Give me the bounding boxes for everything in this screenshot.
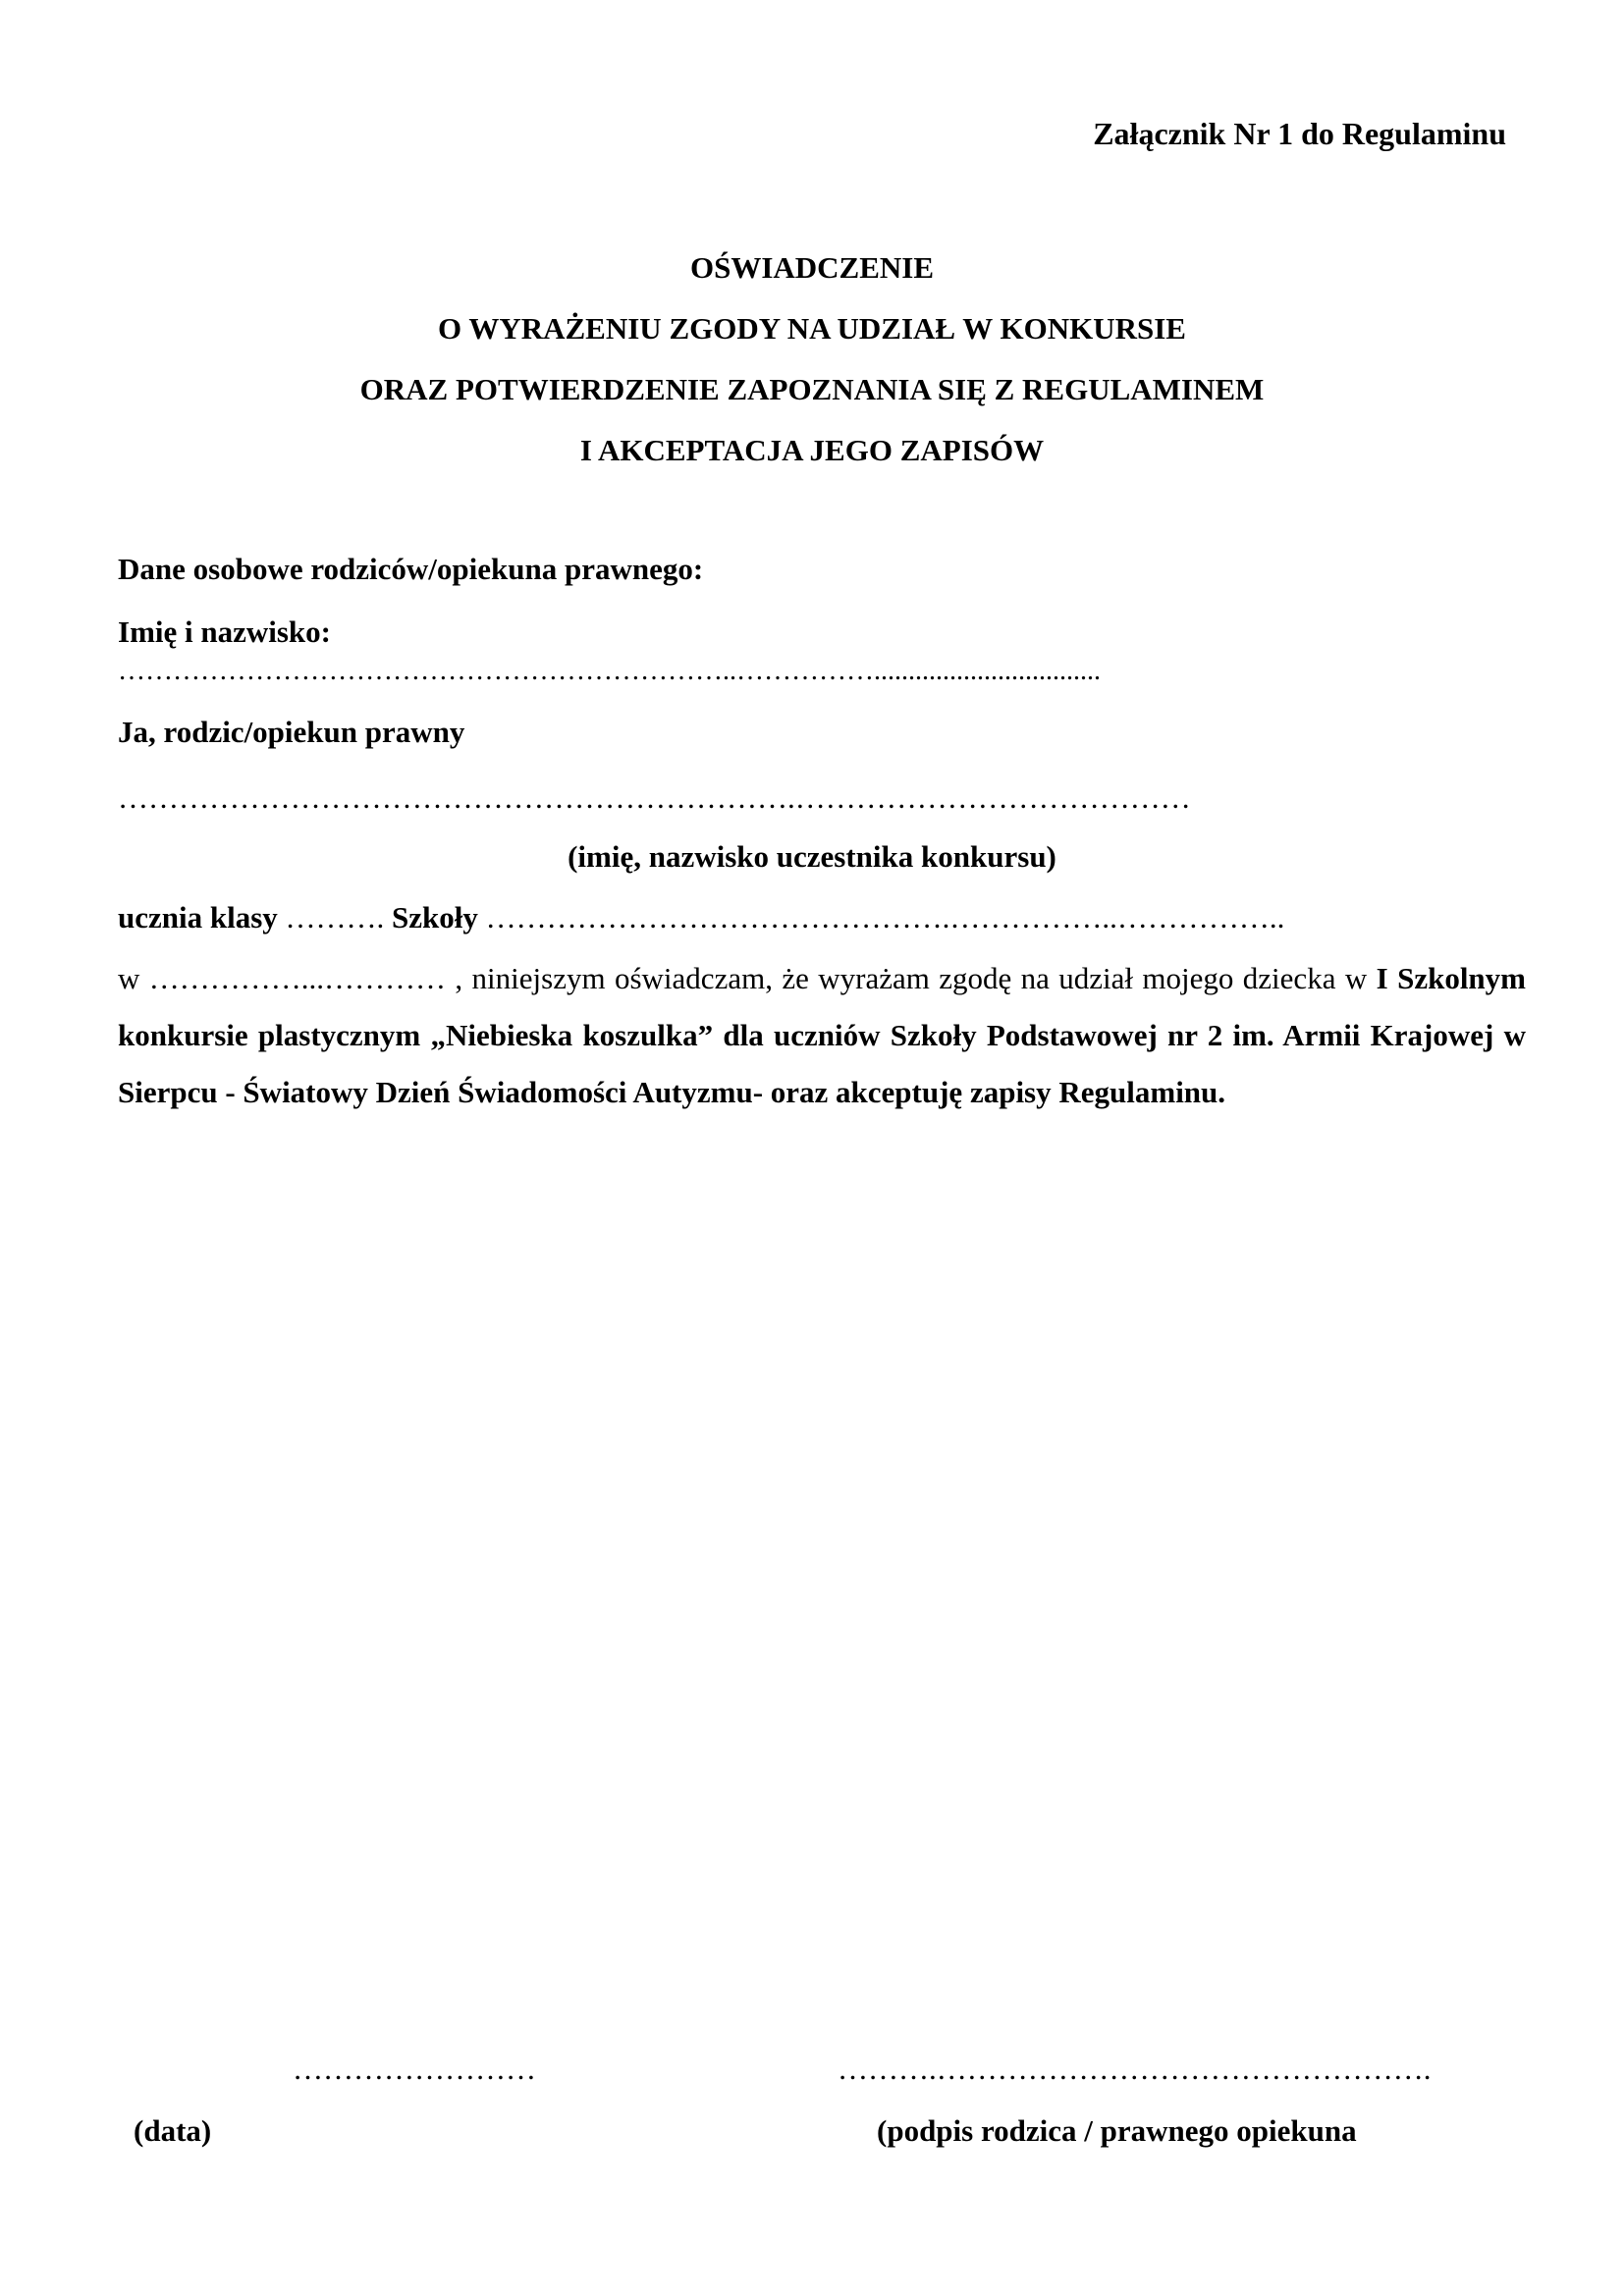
class-school-line	[118, 900, 1284, 935]
place-prefix: w	[118, 961, 140, 995]
name-field[interactable]: …………………………………………………………..…………….................................	[118, 656, 1101, 686]
title-line-1: OŚWIADCZENIE	[689, 250, 935, 285]
parent-name-field[interactable]: ………………………………………………………….…………………………………	[118, 780, 1191, 815]
signature-label: (podpis rodzica / prawnego opiekuna	[877, 2113, 1357, 2148]
parent-label: Ja, rodzic/opiekun prawny	[118, 715, 465, 749]
declaration-paragraph	[118, 950, 1526, 1121]
date-label: (data)	[134, 2113, 212, 2148]
date-field[interactable]: ……………………	[293, 2052, 536, 2086]
declaration-text: , niniejszym oświadczam, że wyrażam zgodę na udział mojego dziecka w	[455, 961, 1368, 995]
school-label: Szkoły	[392, 900, 478, 934]
place-field[interactable]: ……………...…………	[148, 961, 447, 995]
annex-header: Załącznik Nr 1 do Regulaminu	[1093, 116, 1506, 151]
participant-caption: (imię, nazwisko uczestnika konkursu)	[568, 839, 1056, 874]
title-line-4: I AKCEPTACJA JEGO ZAPISÓW	[579, 433, 1045, 467]
title-line-2: O WYRAŻENIU ZGODY NA UDZIAŁ W KONKURSIE	[438, 311, 1186, 346]
class-field[interactable]: ……….	[285, 900, 385, 934]
document-title	[0, 238, 1624, 481]
school-field[interactable]: ……………………………………….……………..……………..	[485, 900, 1285, 934]
declaration-contest-text: I Szkolnym konkursie plastycznym „Niebieska koszulka” dla uczniów Szkoły Podstawowej nr 2 im. Armii Krajowej w Sierpcu - Światowy Dzień Świadomości Autyzmu- oraz akceptuję zapisy Regulaminu.	[118, 961, 1526, 1109]
class-label: ucznia klasy	[118, 900, 278, 934]
title-line-3: ORAZ POTWIERDZENIE ZAPOZNANIA SIĘ Z REGULAMINEM	[359, 372, 1265, 406]
personal-data-label: Dane osobowe rodziców/opiekuna prawnego:	[118, 552, 704, 586]
signature-field[interactable]: ……….………………………………………….	[838, 2052, 1432, 2086]
name-label: Imię i nazwisko:	[118, 614, 331, 649]
